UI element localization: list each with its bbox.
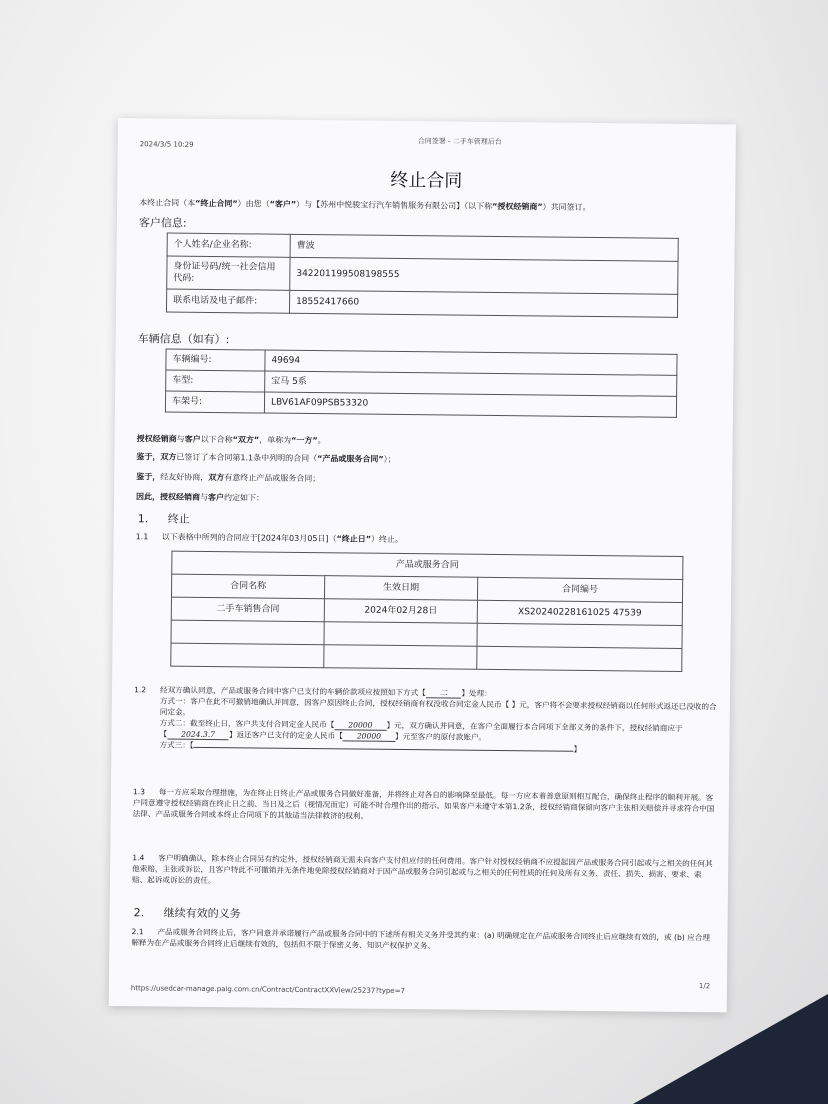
customer-contact-value: 18552417660	[289, 290, 677, 317]
clause-1-2: 1.2 经双方确认同意，产品或服务合同中客户已支付的车辆价款项应按照如下方式【 二 】处理： 方式一：客户在此不可撤销地确认并同意，因客户原因终止合同，授权经销商有权没收合同定金人民币【 】元，客户将不会要求授权经销商以任何形式返还已没收的合同定金。 方式二：截至终止日，客户共支付合同定金人民币【 20000 】元，双方确认并同意，在客户全面履行本合同项下全部义务的条件下，授权经销商应于【 2024.3.7 】返还客户已支付的定金人民币【 20000 】元至客户的原付款账户。 方式三：【 】	[133, 684, 718, 756]
clause-parties: 授权经销商与客户以下合称“双方”，单称为“一方”。	[136, 434, 326, 446]
vehicle-section-label: 车辆信息（如有）:	[137, 332, 230, 347]
option-1: 方式一：客户在此不可撤销地确认并同意，因客户原因终止合同，授权经销商有权没收合同定金人民币【 】元，客户将不会要求授权经销商以任何形式返还已没收的合同定金。	[159, 696, 717, 717]
vehicle-info-table	[165, 349, 678, 418]
table-cell	[324, 622, 477, 647]
customer-section-label: 客户信息:	[138, 216, 187, 230]
clause-therefore: 因此，授权经销商与客户约定如下：	[135, 492, 265, 503]
vehicle-number-label: 车辆编号:	[166, 349, 265, 371]
handwritten-amount-2: 20000	[343, 731, 395, 742]
column-header: 合同名称	[171, 574, 324, 599]
column-header: 生效日期	[324, 576, 477, 601]
clause-2-1: 2.1 产品或服务合同终止后，客户同意并承诺履行产品或服务合同中的下述所有相关义务并受其约束：(a) 明确规定在产品或服务合同终止后应继续有效的，或 (b) 应合理解释为在产品或服务合同终止后继续有效的，包括但不限于保密义务、知识产权保护义务、	[131, 927, 711, 951]
document-page	[109, 118, 736, 1012]
clause-1-3: 1.3 每一方应采取合理措施，为在终止日终止产品或服务合同做好准备，并将终止对各自的影响降至最低。每一方应本着善意原则相互配合，确保终止程序的顺利开展。客户同意遵守授权经销商在终止日之前、当日及之后（视情况而定）可能不时合理作出的指示。如果客户未遵守本第1.2条，授权经销商保留向客户主张相关赔偿并寻求符合中国法律、产品或服务合同或本终止合同项下的其他适当法律救济的权利。	[132, 787, 715, 821]
clause-whereas-1: 鉴于，双方已签订了本合同第1.1条中列明的合同（“产品或服务合同”）；	[136, 452, 396, 464]
table-cell	[324, 645, 477, 670]
option-2: 方式二：截至终止日，客户共支付合同定金人民币【 20000 】元，双方确认并同意，在客户全面履行本合同项下全部义务的条件下，授权经销商应于【 2024.3.7 】返还客户已支付的定金人民币【 20000 】元至客户的原付款账户。	[159, 718, 683, 742]
table-row	[167, 256, 678, 294]
terminated-contracts-table	[170, 551, 683, 672]
handwritten-amount-1: 20000	[334, 720, 386, 731]
table-cell: 二手车销售合同	[171, 597, 324, 622]
clause-whereas-2: 鉴于，经友好协商，双方有意终止产品或服务合同；	[136, 472, 321, 484]
vehicle-vin-value: LBV61AF09PSB53320	[264, 392, 676, 417]
table-cell	[171, 620, 324, 645]
customer-contact-label: 联系电话及电子邮件:	[166, 289, 289, 313]
table-row	[166, 289, 677, 317]
column-header: 合同编号	[477, 577, 682, 602]
page-number: 1/2	[698, 982, 711, 991]
vehicle-number-value: 49694	[265, 350, 677, 375]
clause-1-1: 1.1 以下表格中所列的合同应于[2024年03月05日]（“终止日”）终止。	[135, 532, 404, 545]
table-row	[165, 391, 676, 417]
table-cell	[477, 646, 682, 671]
table-cell: 2024年02月28日	[324, 599, 477, 624]
table-caption: 产品或服务合同	[172, 551, 683, 579]
table-row	[171, 643, 682, 671]
table-cell: XS20240228161025 47539	[477, 600, 682, 625]
footer-url: https://usedcar-manage.paig.com.cn/Contract/ContractXXView/25237?type=7	[130, 984, 405, 996]
customer-info-table	[166, 233, 679, 318]
vehicle-model-label: 车型:	[166, 370, 265, 392]
customer-name-value: 曹波	[290, 234, 678, 261]
vehicle-model-value: 宝马 5系	[265, 371, 677, 396]
intro-paragraph: 本终止合同（本“终止合同”）由您（“客户”）与【苏州中悦骏宝行汽车销售服务有限公司】（以下称“授权经销商”）共同签订。	[139, 198, 591, 212]
table-cell	[477, 623, 682, 648]
print-timestamp: 2024/3/5 10:29	[139, 140, 194, 149]
vehicle-vin-label: 车架号:	[165, 391, 264, 413]
handwritten-date: 2024.3.7	[167, 730, 229, 741]
section-2-heading: 2. 继续有效的义务	[133, 906, 241, 921]
handwritten-choice: 二	[426, 688, 462, 698]
document-title: 终止合同	[390, 169, 463, 192]
customer-id-label: 身份证号码/统一社会信用代码:	[167, 256, 290, 290]
customer-id-value: 342201199508198555	[290, 257, 678, 294]
table-cell	[171, 643, 324, 668]
site-title: 合同签署 - 二手车管理后台	[417, 137, 502, 147]
customer-name-label: 个人姓名/企业名称:	[167, 233, 290, 257]
section-1-heading: 1. 终止	[137, 512, 190, 526]
clause-1-4: 1.4 客户明确确认，除本终止合同另有约定外，授权经销商无需未向客户支付但应付的任何费用。客户针对授权经销商不应提起因产品或服务合同引起或与之相关的任何其他索赔，主张或诉讼，且客户特此不可撤销并无条件地免除授权经销商对于因产品或服务合同引起或与之相关的任何性质的任何及所有义务、责任、损失、损害、要求、索赔、起诉或诉讼的责任。	[131, 853, 713, 886]
option-3: 方式三：【 】	[159, 740, 582, 754]
